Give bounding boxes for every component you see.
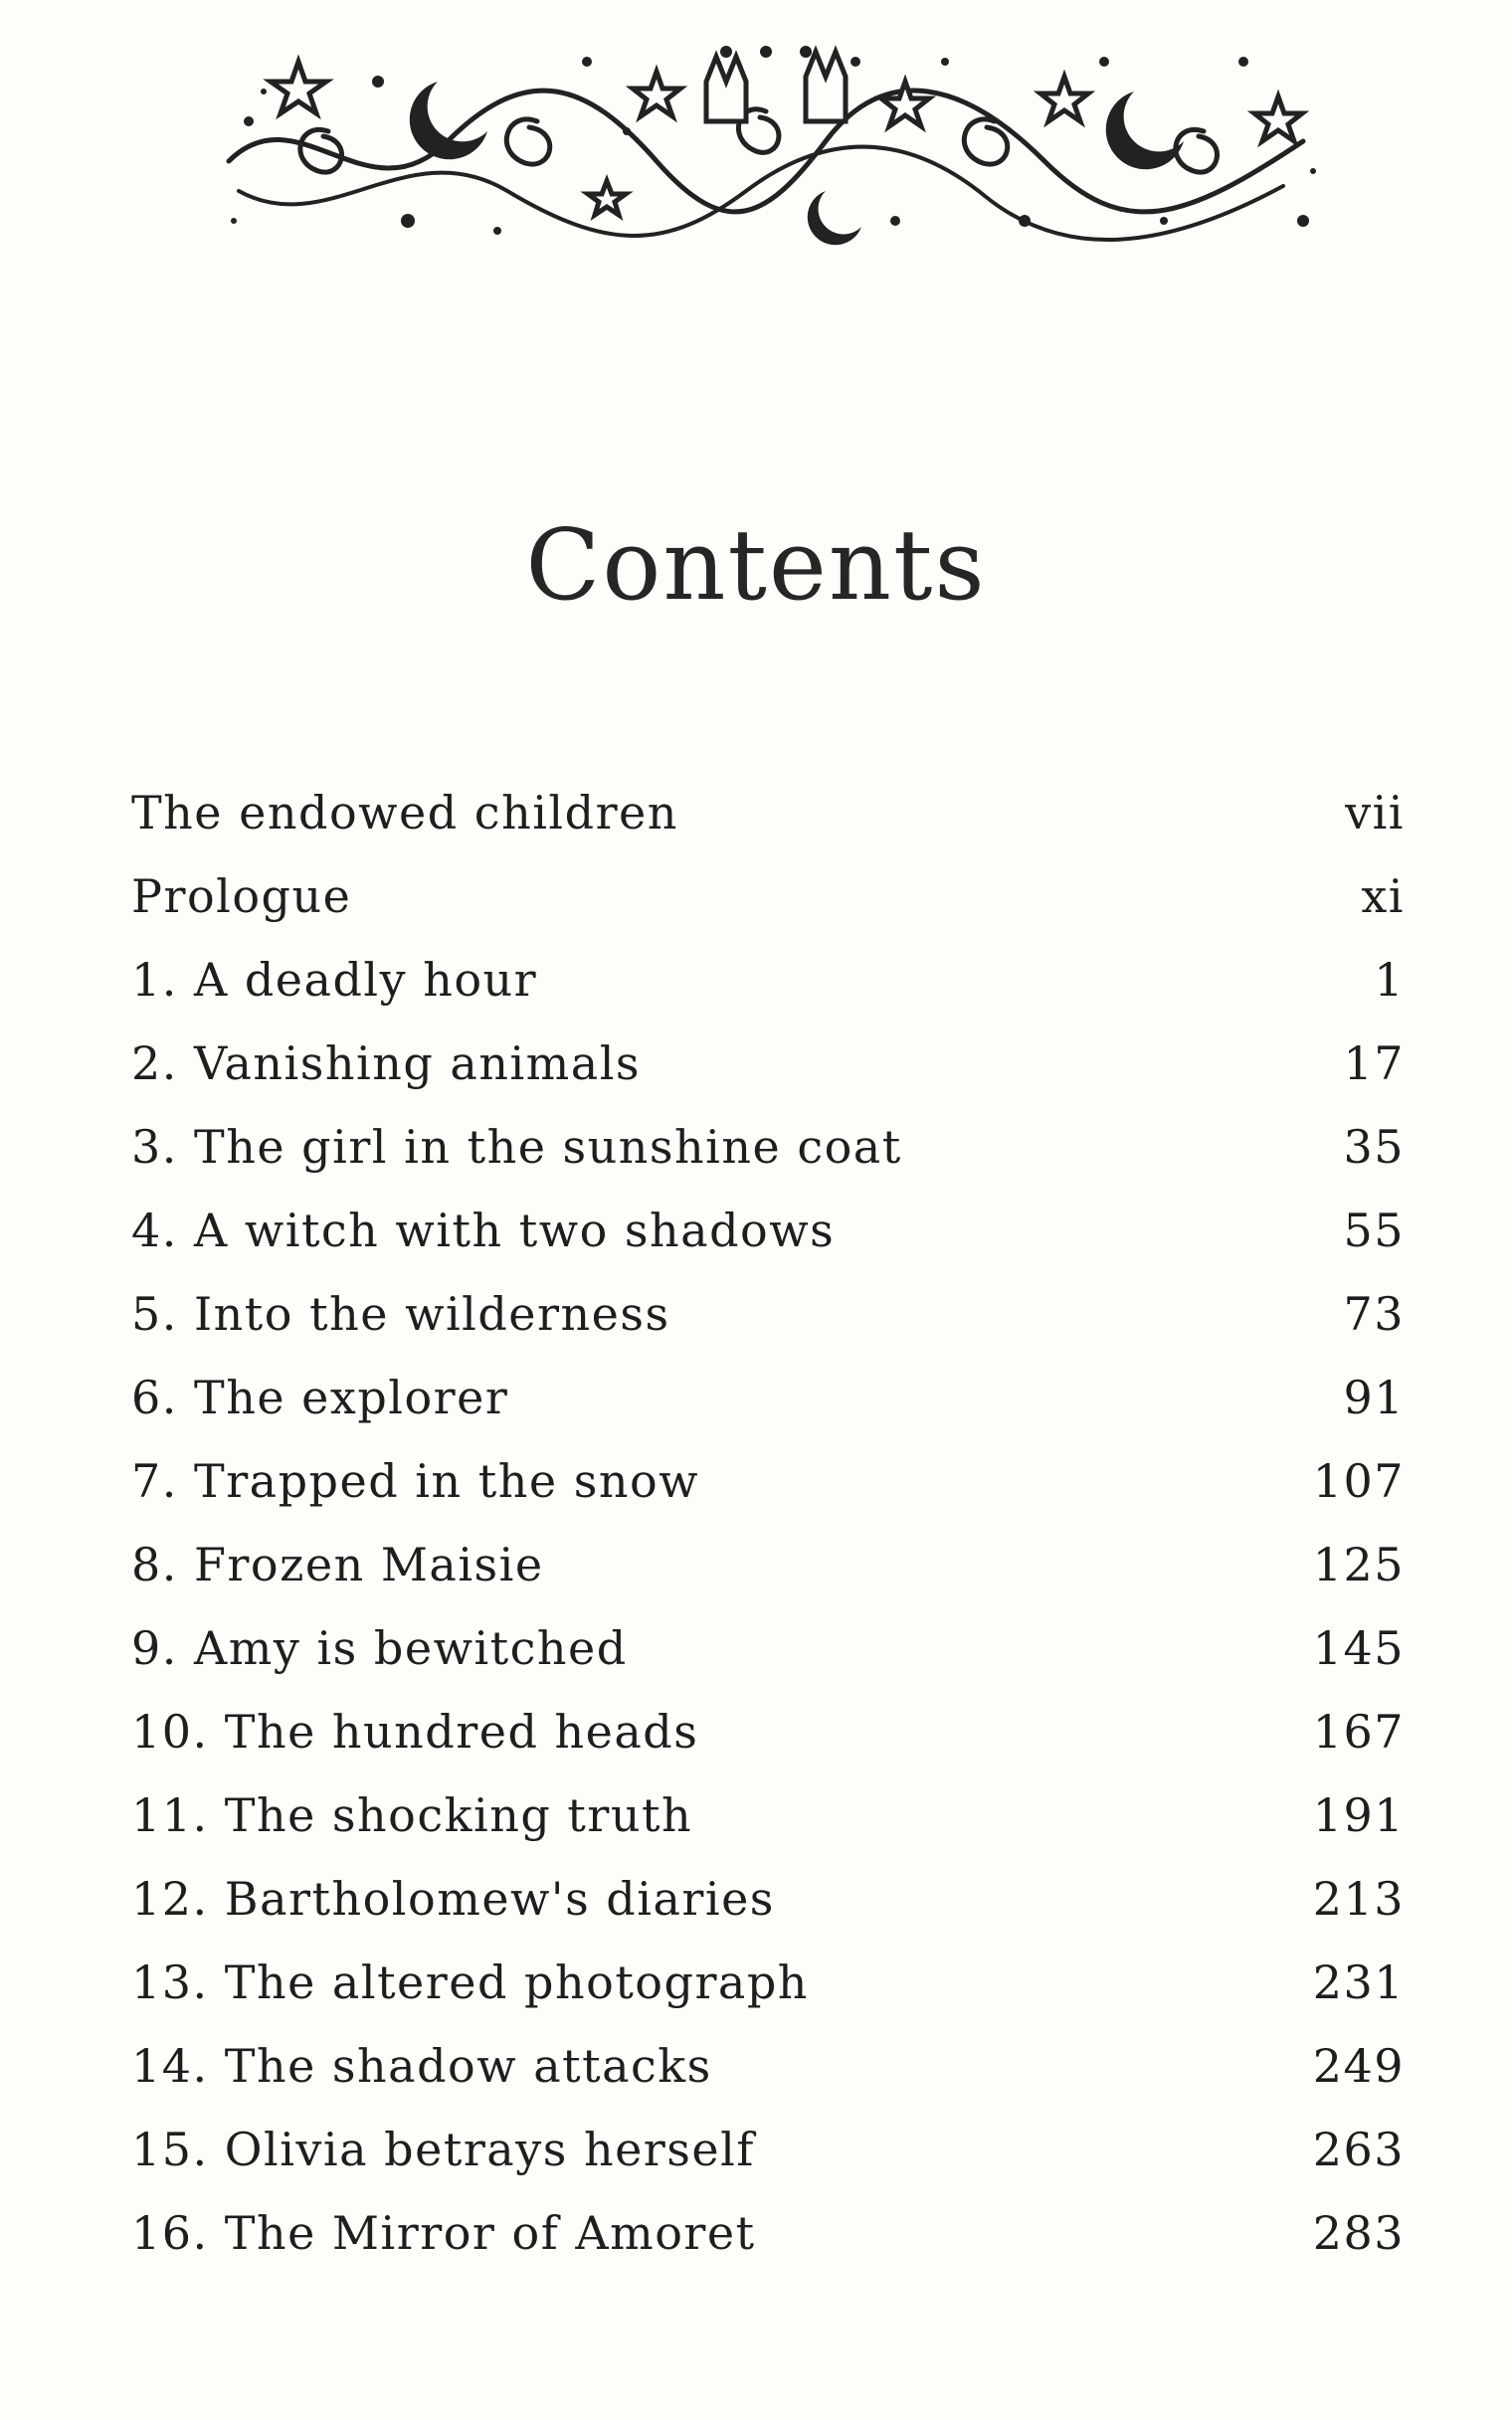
page-title: Contents — [525, 509, 987, 623]
toc-entry[interactable] — [131, 1705, 1405, 1788]
toc-entry-page: 55 — [1343, 1204, 1405, 1257]
toc-entry-title: 11. The shocking truth — [131, 1788, 693, 1842]
toc-entry-page: 145 — [1312, 1621, 1405, 1675]
toc-entry-title: 10. The hundred heads — [131, 1705, 699, 1759]
toc-entry-page: 1 — [1374, 953, 1405, 1007]
toc-entry[interactable] — [131, 1621, 1405, 1705]
toc-entry-title: The endowed children — [131, 786, 678, 839]
table-of-contents — [131, 786, 1405, 2290]
toc-entry[interactable] — [131, 1036, 1405, 1120]
toc-entry-page: 91 — [1343, 1371, 1405, 1424]
toc-entry-title: 7. Trapped in the snow — [131, 1454, 700, 1508]
toc-entry[interactable] — [131, 1788, 1405, 1872]
toc-entry-title: 6. The explorer — [131, 1371, 509, 1424]
toc-entry-page: 283 — [1312, 2206, 1405, 2260]
toc-entry[interactable] — [131, 869, 1405, 953]
toc-entry[interactable] — [131, 1120, 1405, 1204]
toc-entry-title: 5. Into the wilderness — [131, 1287, 670, 1341]
toc-entry-title: 14. The shadow attacks — [131, 2039, 712, 2093]
toc-entry-title: 2. Vanishing animals — [131, 1036, 642, 1090]
toc-entry-page: 17 — [1343, 1036, 1405, 1090]
toc-entry[interactable] — [131, 2039, 1405, 2123]
toc-entry-page: xi — [1361, 869, 1405, 923]
toc-entry-page: 167 — [1312, 1705, 1405, 1759]
toc-entry[interactable] — [131, 953, 1405, 1036]
toc-entry[interactable] — [131, 1287, 1405, 1371]
toc-entry[interactable] — [131, 1454, 1405, 1538]
toc-entry[interactable] — [131, 2206, 1405, 2290]
toc-entry-page: 73 — [1343, 1287, 1405, 1341]
toc-entry-title: 9. Amy is bewitched — [131, 1621, 628, 1675]
toc-entry-title: 12. Bartholomew's diaries — [131, 1872, 775, 1926]
toc-entry-title: 4. A witch with two shadows — [131, 1204, 836, 1257]
toc-entry[interactable] — [131, 1872, 1405, 1955]
toc-entry-page: 213 — [1312, 1872, 1405, 1926]
toc-entry-page: 249 — [1312, 2039, 1405, 2093]
toc-entry-page: vii — [1345, 786, 1405, 839]
toc-entry[interactable] — [131, 1204, 1405, 1287]
toc-entry-title: 3. The girl in the sunshine coat — [131, 1120, 902, 1174]
toc-entry-title: 13. The altered photograph — [131, 1955, 809, 2009]
toc-entry-title: 15. Olivia betrays herself — [131, 2123, 755, 2176]
toc-entry[interactable] — [131, 1538, 1405, 1621]
toc-entry[interactable] — [131, 2123, 1405, 2206]
toc-entry-page: 191 — [1312, 1788, 1405, 1842]
toc-entry-page: 125 — [1312, 1538, 1405, 1591]
toc-entry-title: Prologue — [131, 869, 352, 923]
toc-entry[interactable] — [131, 1955, 1405, 2039]
toc-entry-page: 35 — [1343, 1120, 1405, 1174]
toc-entry-page: 263 — [1312, 2123, 1405, 2176]
toc-entry-title: 16. The Mirror of Amoret — [131, 2206, 756, 2260]
decorative-border-icon — [209, 22, 1323, 261]
toc-entry-page: 107 — [1312, 1454, 1405, 1508]
toc-entry[interactable] — [131, 786, 1405, 869]
toc-entry[interactable] — [131, 1371, 1405, 1454]
toc-entry-title: 1. A deadly hour — [131, 953, 538, 1007]
toc-entry-title: 8. Frozen Maisie — [131, 1538, 544, 1591]
toc-entry-page: 231 — [1312, 1955, 1405, 2009]
